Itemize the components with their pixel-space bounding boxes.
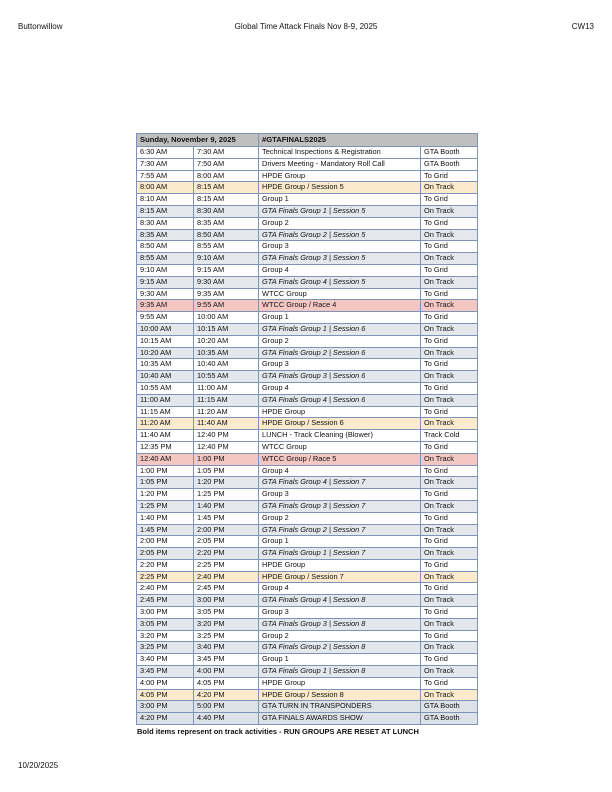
- location-cell: To Grid: [421, 170, 478, 182]
- end-time-cell: 9:10 AM: [194, 253, 259, 265]
- schedule-row: [137, 406, 478, 418]
- start-time-cell: 3:00 PM: [137, 701, 194, 713]
- location-cell: To Grid: [421, 677, 478, 689]
- activity-cell: HPDE Group: [259, 677, 421, 689]
- end-time-cell: 4:05 PM: [194, 677, 259, 689]
- activity-cell: WTCC Group / Race 5: [259, 453, 421, 465]
- schedule-row: [137, 607, 478, 619]
- start-time-cell: 2:40 PM: [137, 583, 194, 595]
- page-header: [18, 22, 594, 34]
- schedule-row: [137, 559, 478, 571]
- schedule-rows: [137, 147, 478, 725]
- schedule-row: [137, 654, 478, 666]
- end-time-cell: 10:20 AM: [194, 335, 259, 347]
- schedule-row: [137, 441, 478, 453]
- activity-cell: Group 4: [259, 264, 421, 276]
- schedule-row: [137, 359, 478, 371]
- location-cell: To Grid: [421, 264, 478, 276]
- start-time-cell: 11:00 AM: [137, 394, 194, 406]
- end-time-cell: 9:55 AM: [194, 300, 259, 312]
- location-cell: To Grid: [421, 654, 478, 666]
- activity-cell: Group 4: [259, 465, 421, 477]
- activity-cell: Group 2: [259, 512, 421, 524]
- end-time-cell: 2:25 PM: [194, 559, 259, 571]
- schedule-row: [137, 323, 478, 335]
- location-cell: On Track: [421, 548, 478, 560]
- activity-cell: Group 4: [259, 583, 421, 595]
- location-cell: On Track: [421, 666, 478, 678]
- schedule-row: [137, 158, 478, 170]
- activity-cell: GTA Finals Group 1 | Session 7: [259, 548, 421, 560]
- end-time-cell: 10:00 AM: [194, 312, 259, 324]
- location-cell: To Grid: [421, 583, 478, 595]
- location-cell: On Track: [421, 276, 478, 288]
- start-time-cell: 11:20 AM: [137, 418, 194, 430]
- start-time-cell: 1:20 PM: [137, 489, 194, 501]
- page-footer-date: 10/20/2025: [18, 761, 59, 770]
- schedule-row: [137, 300, 478, 312]
- start-time-cell: 3:25 PM: [137, 642, 194, 654]
- schedule-row: [137, 382, 478, 394]
- schedule-row: [137, 689, 478, 701]
- start-time-cell: 2:05 PM: [137, 548, 194, 560]
- location-cell: On Track: [421, 253, 478, 265]
- schedule-row: [137, 335, 478, 347]
- activity-cell: Group 4: [259, 382, 421, 394]
- location-cell: GTA Booth: [421, 158, 478, 170]
- activity-cell: GTA Finals Group 1 | Session 8: [259, 666, 421, 678]
- schedule-row: [137, 595, 478, 607]
- header-page-code: CW13: [571, 22, 594, 31]
- start-time-cell: 8:15 AM: [137, 205, 194, 217]
- end-time-cell: 4:00 PM: [194, 666, 259, 678]
- activity-cell: Group 1: [259, 194, 421, 206]
- end-time-cell: 8:55 AM: [194, 241, 259, 253]
- schedule-date-header: Sunday, November 9, 2025: [137, 134, 259, 147]
- start-time-cell: 3:40 PM: [137, 654, 194, 666]
- location-cell: To Grid: [421, 559, 478, 571]
- end-time-cell: 1:45 PM: [194, 512, 259, 524]
- start-time-cell: 6:30 AM: [137, 147, 194, 159]
- activity-cell: HPDE Group / Session 5: [259, 182, 421, 194]
- activity-cell: WTCC Group / Race 4: [259, 300, 421, 312]
- schedule-row: [137, 194, 478, 206]
- end-time-cell: 8:50 AM: [194, 229, 259, 241]
- activity-cell: Group 2: [259, 335, 421, 347]
- schedule-header-row: [137, 134, 478, 147]
- end-time-cell: 8:00 AM: [194, 170, 259, 182]
- start-time-cell: 11:15 AM: [137, 406, 194, 418]
- schedule-row: [137, 205, 478, 217]
- end-time-cell: 11:15 AM: [194, 394, 259, 406]
- start-time-cell: 3:20 PM: [137, 630, 194, 642]
- location-cell: On Track: [421, 418, 478, 430]
- start-time-cell: 10:00 AM: [137, 323, 194, 335]
- end-time-cell: 9:35 AM: [194, 288, 259, 300]
- end-time-cell: 3:20 PM: [194, 618, 259, 630]
- end-time-cell: 3:25 PM: [194, 630, 259, 642]
- location-cell: To Grid: [421, 406, 478, 418]
- start-time-cell: 1:45 PM: [137, 524, 194, 536]
- start-time-cell: 8:30 AM: [137, 217, 194, 229]
- location-cell: On Track: [421, 595, 478, 607]
- start-time-cell: 1:40 PM: [137, 512, 194, 524]
- schedule-hashtag-header: #GTAFINALS2025: [259, 134, 478, 147]
- location-cell: To Grid: [421, 217, 478, 229]
- activity-cell: WTCC Group: [259, 288, 421, 300]
- start-time-cell: 9:55 AM: [137, 312, 194, 324]
- activity-cell: GTA Finals Group 2 | Session 8: [259, 642, 421, 654]
- end-time-cell: 1:05 PM: [194, 465, 259, 477]
- end-time-cell: 10:40 AM: [194, 359, 259, 371]
- end-time-cell: 3:05 PM: [194, 607, 259, 619]
- start-time-cell: 2:00 PM: [137, 536, 194, 548]
- end-time-cell: 2:05 PM: [194, 536, 259, 548]
- header-event-title: Global Time Attack Finals Nov 8-9, 2025: [234, 22, 378, 31]
- start-time-cell: 4:00 PM: [137, 677, 194, 689]
- start-time-cell: 10:40 AM: [137, 371, 194, 383]
- start-time-cell: 8:00 AM: [137, 182, 194, 194]
- schedule-row: [137, 182, 478, 194]
- schedule-row: [137, 701, 478, 713]
- start-time-cell: 1:05 PM: [137, 477, 194, 489]
- location-cell: To Grid: [421, 630, 478, 642]
- location-cell: GTA Booth: [421, 147, 478, 159]
- end-time-cell: 8:15 AM: [194, 194, 259, 206]
- end-time-cell: 8:15 AM: [194, 182, 259, 194]
- activity-cell: HPDE Group / Session 8: [259, 689, 421, 701]
- schedule-row: [137, 347, 478, 359]
- schedule-table: [136, 133, 478, 725]
- start-time-cell: 2:45 PM: [137, 595, 194, 607]
- activity-cell: HPDE Group / Session 7: [259, 571, 421, 583]
- location-cell: On Track: [421, 453, 478, 465]
- schedule-row: [137, 418, 478, 430]
- schedule-row: [137, 453, 478, 465]
- location-cell: On Track: [421, 500, 478, 512]
- start-time-cell: 2:25 PM: [137, 571, 194, 583]
- schedule-row: [137, 430, 478, 442]
- schedule-row: [137, 524, 478, 536]
- schedule-row: [137, 477, 478, 489]
- end-time-cell: 11:00 AM: [194, 382, 259, 394]
- activity-cell: GTA FINALS AWARDS SHOW: [259, 713, 421, 725]
- activity-cell: Group 1: [259, 654, 421, 666]
- end-time-cell: 7:30 AM: [194, 147, 259, 159]
- activity-cell: Group 3: [259, 241, 421, 253]
- activity-cell: HPDE Group: [259, 559, 421, 571]
- start-time-cell: 10:20 AM: [137, 347, 194, 359]
- schedule-row: [137, 500, 478, 512]
- header-track-name: Buttonwillow: [18, 22, 63, 31]
- location-cell: To Grid: [421, 607, 478, 619]
- activity-cell: GTA Finals Group 1 | Session 5: [259, 205, 421, 217]
- activity-cell: GTA Finals Group 1 | Session 6: [259, 323, 421, 335]
- schedule-row: [137, 170, 478, 182]
- end-time-cell: 1:25 PM: [194, 489, 259, 501]
- end-time-cell: 11:40 AM: [194, 418, 259, 430]
- start-time-cell: 4:05 PM: [137, 689, 194, 701]
- start-time-cell: 11:40 AM: [137, 430, 194, 442]
- location-cell: To Grid: [421, 312, 478, 324]
- start-time-cell: 8:55 AM: [137, 253, 194, 265]
- location-cell: To Grid: [421, 194, 478, 206]
- schedule-row: [137, 713, 478, 725]
- location-cell: To Grid: [421, 335, 478, 347]
- start-time-cell: 8:50 AM: [137, 241, 194, 253]
- activity-cell: GTA Finals Group 4 | Session 6: [259, 394, 421, 406]
- location-cell: On Track: [421, 524, 478, 536]
- schedule-row: [137, 312, 478, 324]
- end-time-cell: 10:35 AM: [194, 347, 259, 359]
- activity-cell: Group 3: [259, 489, 421, 501]
- schedule-row: [137, 489, 478, 501]
- activity-cell: HPDE Group: [259, 406, 421, 418]
- location-cell: To Grid: [421, 536, 478, 548]
- activity-cell: GTA TURN IN TRANSPONDERS: [259, 701, 421, 713]
- activity-cell: HPDE Group: [259, 170, 421, 182]
- activity-cell: GTA Finals Group 2 | Session 6: [259, 347, 421, 359]
- location-cell: To Grid: [421, 241, 478, 253]
- start-time-cell: 10:35 AM: [137, 359, 194, 371]
- start-time-cell: 1:00 PM: [137, 465, 194, 477]
- location-cell: Track Cold: [421, 430, 478, 442]
- location-cell: On Track: [421, 571, 478, 583]
- activity-cell: GTA Finals Group 4 | Session 8: [259, 595, 421, 607]
- end-time-cell: 10:15 AM: [194, 323, 259, 335]
- location-cell: On Track: [421, 323, 478, 335]
- end-time-cell: 4:40 PM: [194, 713, 259, 725]
- location-cell: On Track: [421, 182, 478, 194]
- location-cell: On Track: [421, 618, 478, 630]
- schedule-row: [137, 217, 478, 229]
- activity-cell: Group 1: [259, 536, 421, 548]
- start-time-cell: 9:10 AM: [137, 264, 194, 276]
- end-time-cell: 2:20 PM: [194, 548, 259, 560]
- schedule-row: [137, 630, 478, 642]
- start-time-cell: 3:00 PM: [137, 607, 194, 619]
- start-time-cell: 7:55 AM: [137, 170, 194, 182]
- end-time-cell: 2:40 PM: [194, 571, 259, 583]
- end-time-cell: 4:20 PM: [194, 689, 259, 701]
- end-time-cell: 10:55 AM: [194, 371, 259, 383]
- schedule-row: [137, 618, 478, 630]
- end-time-cell: 1:20 PM: [194, 477, 259, 489]
- activity-cell: Group 3: [259, 607, 421, 619]
- location-cell: GTA Booth: [421, 701, 478, 713]
- activity-cell: WTCC Group: [259, 441, 421, 453]
- end-time-cell: 3:00 PM: [194, 595, 259, 607]
- schedule-row: [137, 512, 478, 524]
- location-cell: On Track: [421, 347, 478, 359]
- activity-cell: Group 2: [259, 217, 421, 229]
- start-time-cell: 2:20 PM: [137, 559, 194, 571]
- end-time-cell: 7:50 AM: [194, 158, 259, 170]
- schedule-row: [137, 288, 478, 300]
- end-time-cell: 2:00 PM: [194, 524, 259, 536]
- schedule-row: [137, 147, 478, 159]
- location-cell: To Grid: [421, 382, 478, 394]
- activity-cell: Technical Inspections & Registration: [259, 147, 421, 159]
- end-time-cell: 8:30 AM: [194, 205, 259, 217]
- schedule-row: [137, 548, 478, 560]
- location-cell: On Track: [421, 371, 478, 383]
- activity-cell: GTA Finals Group 4 | Session 5: [259, 276, 421, 288]
- schedule-row: [137, 571, 478, 583]
- schedule-row: [137, 241, 478, 253]
- end-time-cell: 5:00 PM: [194, 701, 259, 713]
- activity-cell: LUNCH - Track Cleaning (Blower): [259, 430, 421, 442]
- end-time-cell: 1:00 PM: [194, 453, 259, 465]
- activity-cell: Group 1: [259, 312, 421, 324]
- activity-cell: GTA Finals Group 3 | Session 8: [259, 618, 421, 630]
- start-time-cell: 8:10 AM: [137, 194, 194, 206]
- start-time-cell: 9:30 AM: [137, 288, 194, 300]
- start-time-cell: 8:35 AM: [137, 229, 194, 241]
- location-cell: On Track: [421, 229, 478, 241]
- activity-cell: GTA Finals Group 2 | Session 5: [259, 229, 421, 241]
- schedule-row: [137, 642, 478, 654]
- activity-cell: GTA Finals Group 3 | Session 6: [259, 371, 421, 383]
- location-cell: On Track: [421, 205, 478, 217]
- schedule-row: [137, 536, 478, 548]
- start-time-cell: 9:15 AM: [137, 276, 194, 288]
- location-cell: To Grid: [421, 512, 478, 524]
- schedule-row: [137, 583, 478, 595]
- activity-cell: Drivers Meeting - Mandatory Roll Call: [259, 158, 421, 170]
- schedule-row: [137, 666, 478, 678]
- end-time-cell: 3:40 PM: [194, 642, 259, 654]
- activity-cell: GTA Finals Group 3 | Session 7: [259, 500, 421, 512]
- location-cell: To Grid: [421, 288, 478, 300]
- location-cell: To Grid: [421, 465, 478, 477]
- end-time-cell: 12:40 PM: [194, 441, 259, 453]
- schedule-row: [137, 371, 478, 383]
- location-cell: To Grid: [421, 489, 478, 501]
- activity-cell: GTA Finals Group 4 | Session 7: [259, 477, 421, 489]
- activity-cell: Group 2: [259, 630, 421, 642]
- end-time-cell: 12:40 PM: [194, 430, 259, 442]
- start-time-cell: 3:45 PM: [137, 666, 194, 678]
- start-time-cell: 9:35 AM: [137, 300, 194, 312]
- activity-cell: GTA Finals Group 2 | Session 7: [259, 524, 421, 536]
- activity-cell: Group 3: [259, 359, 421, 371]
- start-time-cell: 12:40 AM: [137, 453, 194, 465]
- activity-cell: GTA Finals Group 3 | Session 5: [259, 253, 421, 265]
- location-cell: To Grid: [421, 441, 478, 453]
- end-time-cell: 8:35 AM: [194, 217, 259, 229]
- start-time-cell: 7:30 AM: [137, 158, 194, 170]
- schedule-row: [137, 677, 478, 689]
- location-cell: GTA Booth: [421, 713, 478, 725]
- schedule-row: [137, 264, 478, 276]
- end-time-cell: 9:30 AM: [194, 276, 259, 288]
- location-cell: On Track: [421, 394, 478, 406]
- schedule-row: [137, 229, 478, 241]
- start-time-cell: 12:35 PM: [137, 441, 194, 453]
- location-cell: To Grid: [421, 359, 478, 371]
- end-time-cell: 9:15 AM: [194, 264, 259, 276]
- schedule-row: [137, 276, 478, 288]
- start-time-cell: 1:25 PM: [137, 500, 194, 512]
- location-cell: On Track: [421, 689, 478, 701]
- activity-cell: HPDE Group / Session 6: [259, 418, 421, 430]
- start-time-cell: 3:05 PM: [137, 618, 194, 630]
- end-time-cell: 1:40 PM: [194, 500, 259, 512]
- start-time-cell: 10:55 AM: [137, 382, 194, 394]
- location-cell: On Track: [421, 642, 478, 654]
- start-time-cell: 10:15 AM: [137, 335, 194, 347]
- schedule-footnote: Bold items represent on track activities - RUN GROUPS ARE RESET AT LUNCH: [137, 727, 419, 736]
- end-time-cell: 2:45 PM: [194, 583, 259, 595]
- start-time-cell: 4:20 PM: [137, 713, 194, 725]
- schedule-row: [137, 465, 478, 477]
- location-cell: On Track: [421, 300, 478, 312]
- end-time-cell: 3:45 PM: [194, 654, 259, 666]
- schedule-row: [137, 253, 478, 265]
- location-cell: On Track: [421, 477, 478, 489]
- end-time-cell: 11:20 AM: [194, 406, 259, 418]
- schedule-row: [137, 394, 478, 406]
